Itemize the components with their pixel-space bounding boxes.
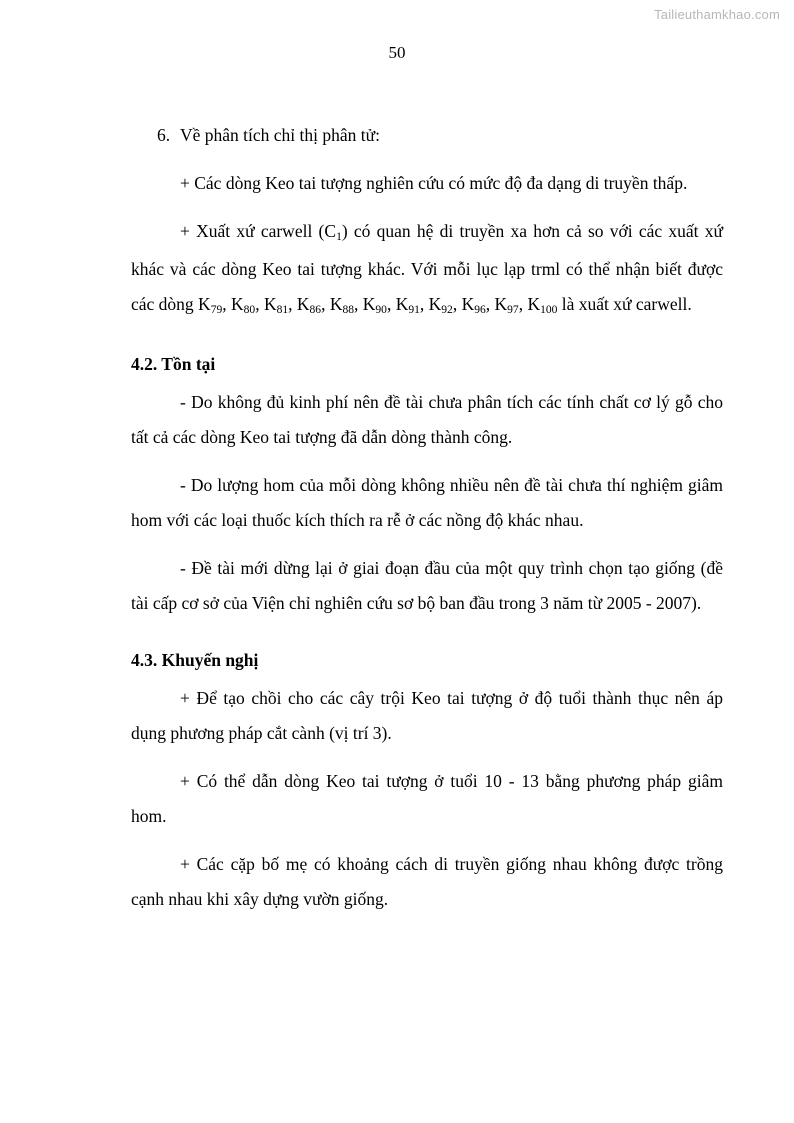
subscript-c1: 1 [336, 231, 342, 244]
paragraph-carwell-origin [131, 214, 723, 325]
page-number: 50 [388, 43, 406, 62]
paragraph-carwell-part2: ) có quan hệ di truyền xa hơn cả so với các xuất xứ khác và các dòng Keo tai tượng khác. Với mỗi lục lạp trml có thể nhận biết được các dòng K [131, 221, 723, 314]
heading-4-2: 4.2. Tồn tại [131, 354, 216, 374]
paragraph-line-induction: + Có thể dẫn dòng Keo tai tượng ở tuổi 10 - 13 bằng phương pháp giâm hom. [131, 771, 723, 826]
spacer [131, 338, 723, 347]
list-item [131, 118, 723, 153]
spacer [131, 634, 723, 643]
list-item-marker: 6. [157, 125, 171, 145]
paragraph-funding-limit: - Do không đủ kinh phí nên đề tài chưa phân tích các tính chất cơ lý gỗ cho tất cả các dòng Keo tai tượng đã dẫn dòng thành công. [131, 392, 723, 447]
paragraph-carwell-part1: + Xuất xứ carwell (C [180, 221, 337, 241]
k-line-subscripts: $_{79}$, $K_{80}$, $K_{81}$, $K_{86}$, $K_{88}$, $K_{90}$, $K_{91}$, $K_{92}$, $K_{96}$, $K_{97}$, $K_{100}$ [210, 294, 558, 317]
paragraph-parent-pairs: + Các cặp bố mẹ có khoảng cách di truyền giống nhau không được trồng cạnh nhau khi xây dựng vườn giống. [131, 854, 723, 909]
heading-4-3: 4.3. Khuyến nghị [131, 650, 259, 670]
watermark-text: Tailieuthamkhao.com [654, 7, 780, 22]
paragraph-carwell-part3: là xuất xứ carwell. [557, 294, 692, 314]
list-item-label: Về phân tích chỉ thị phân tử: [180, 125, 380, 145]
paragraph-cutting-quantity: - Do lượng hom của mỗi dòng không nhiều nên đề tài chưa thí nghiệm giâm hom với các loại thuốc kích thích ra rễ ở các nồng độ khác nhau. [131, 475, 723, 530]
paragraph-molecular-diversity: + Các dòng Keo tai tượng nghiên cứu có mức độ đa dạng di truyền thấp. [180, 173, 688, 193]
paragraph-project-scope: - Đề tài mới dừng lại ở giai đoạn đầu của một quy trình chọn tạo giống (đề tài cấp cơ sở của Viện chỉ nghiên cứu sơ bộ ban đầu trong 3 năm từ 2005 - 2007). [131, 558, 723, 613]
page-content [131, 118, 723, 930]
paragraph-shoot-creation: + Để tạo chồi cho các cây trội Keo tai tượng ở độ tuổi thành thục nên áp dụng phương pháp cắt cành (vị trí 3). [131, 688, 723, 743]
